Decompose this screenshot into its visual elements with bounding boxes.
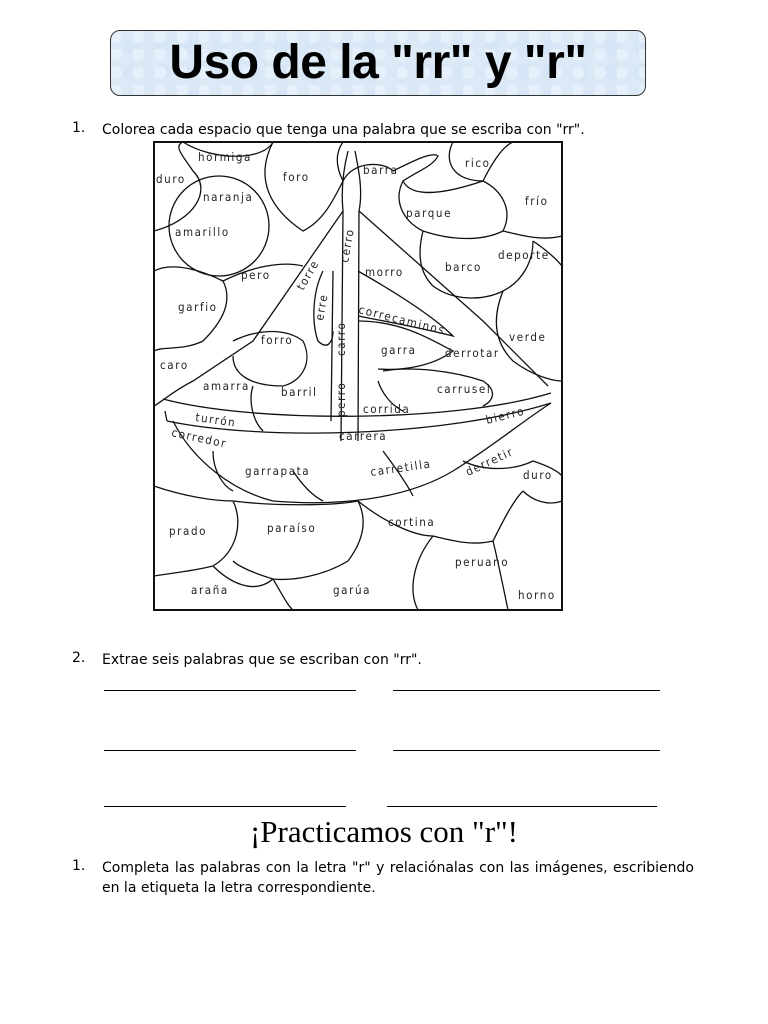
word-garua: garúa: [333, 583, 372, 597]
coloring-puzzle: [153, 141, 563, 611]
answer-line-6[interactable]: [387, 806, 657, 807]
word-paraiso: paraíso: [267, 521, 317, 535]
word-perro: perro: [334, 381, 348, 417]
word-derretir: derretir: [463, 444, 516, 479]
word-correcaminos: correcaminos: [357, 302, 447, 338]
word-barco: barco: [445, 260, 482, 274]
word-peruano: peruano: [455, 555, 510, 569]
word-cortina: cortina: [388, 515, 436, 529]
word-prado: prado: [169, 524, 208, 538]
answer-line-2[interactable]: [393, 690, 660, 691]
word-corrida: corrida: [363, 402, 411, 416]
word-naranja: naranja: [203, 190, 254, 204]
word-horno: horno: [518, 588, 556, 602]
word-duro-2: duro: [523, 468, 553, 482]
exercise-3-number: 1.: [72, 858, 86, 874]
word-pero: pero: [241, 268, 271, 282]
practice-heading: ¡Practicamos con "r"!: [249, 814, 519, 849]
word-barril: barril: [281, 385, 318, 399]
exercise-1-number: 1.: [72, 120, 86, 136]
word-verde: verde: [509, 330, 547, 344]
answer-line-4[interactable]: [393, 750, 660, 751]
title-banner: [110, 30, 646, 96]
word-duro: duro: [156, 172, 186, 186]
word-turron: turrón: [194, 410, 238, 430]
word-garrapata: garrapata: [245, 464, 311, 478]
word-parque: parque: [406, 206, 453, 220]
exercise-2-instruction: Extrae seis palabras que se escriban con "rr".: [102, 652, 422, 668]
word-amarra: amarra: [203, 379, 250, 393]
exercise-2-number: 2.: [72, 650, 86, 666]
word-torre: torre: [293, 257, 322, 293]
word-deporte: deporte: [498, 248, 550, 262]
word-morro: morro: [365, 265, 404, 279]
answer-line-5[interactable]: [104, 806, 346, 807]
word-garfio: garfio: [178, 300, 218, 314]
answer-line-3[interactable]: [104, 750, 356, 751]
word-bierro: bierro: [484, 403, 527, 427]
word-amarillo: amarillo: [175, 225, 230, 239]
word-corredor: corredor: [170, 425, 229, 451]
word-garra: garra: [381, 343, 417, 357]
word-frio: frío: [525, 194, 549, 208]
exercise-3-instruction: Completa las palabras con la letra "r" y relaciónalas con las imágenes, escribiendo en la etiqueta la letra correspondiente.: [102, 860, 694, 896]
word-arana: araña: [191, 583, 229, 597]
word-hormiga: hormiga: [198, 150, 252, 164]
word-caro: caro: [160, 358, 189, 372]
answer-line-1[interactable]: [104, 690, 356, 691]
page-title: Uso de la "rr" y "r": [169, 36, 587, 89]
word-barra: barra: [363, 163, 399, 177]
word-carrusel: carrusel: [437, 382, 492, 396]
word-derrotar: derrotar: [445, 346, 500, 360]
word-rico: rico: [465, 156, 491, 170]
word-foro: foro: [283, 170, 310, 184]
word-carretilla: carretilla: [369, 456, 433, 479]
exercise-1-instruction: Colorea cada espacio que tenga una palabra que se escriba con "rr".: [102, 122, 585, 138]
word-forro: forro: [261, 333, 294, 347]
word-carrera: carrera: [339, 429, 388, 443]
word-erre: erre: [312, 292, 331, 322]
word-carro: carro: [334, 321, 348, 356]
word-cerro: cerro: [337, 227, 357, 264]
